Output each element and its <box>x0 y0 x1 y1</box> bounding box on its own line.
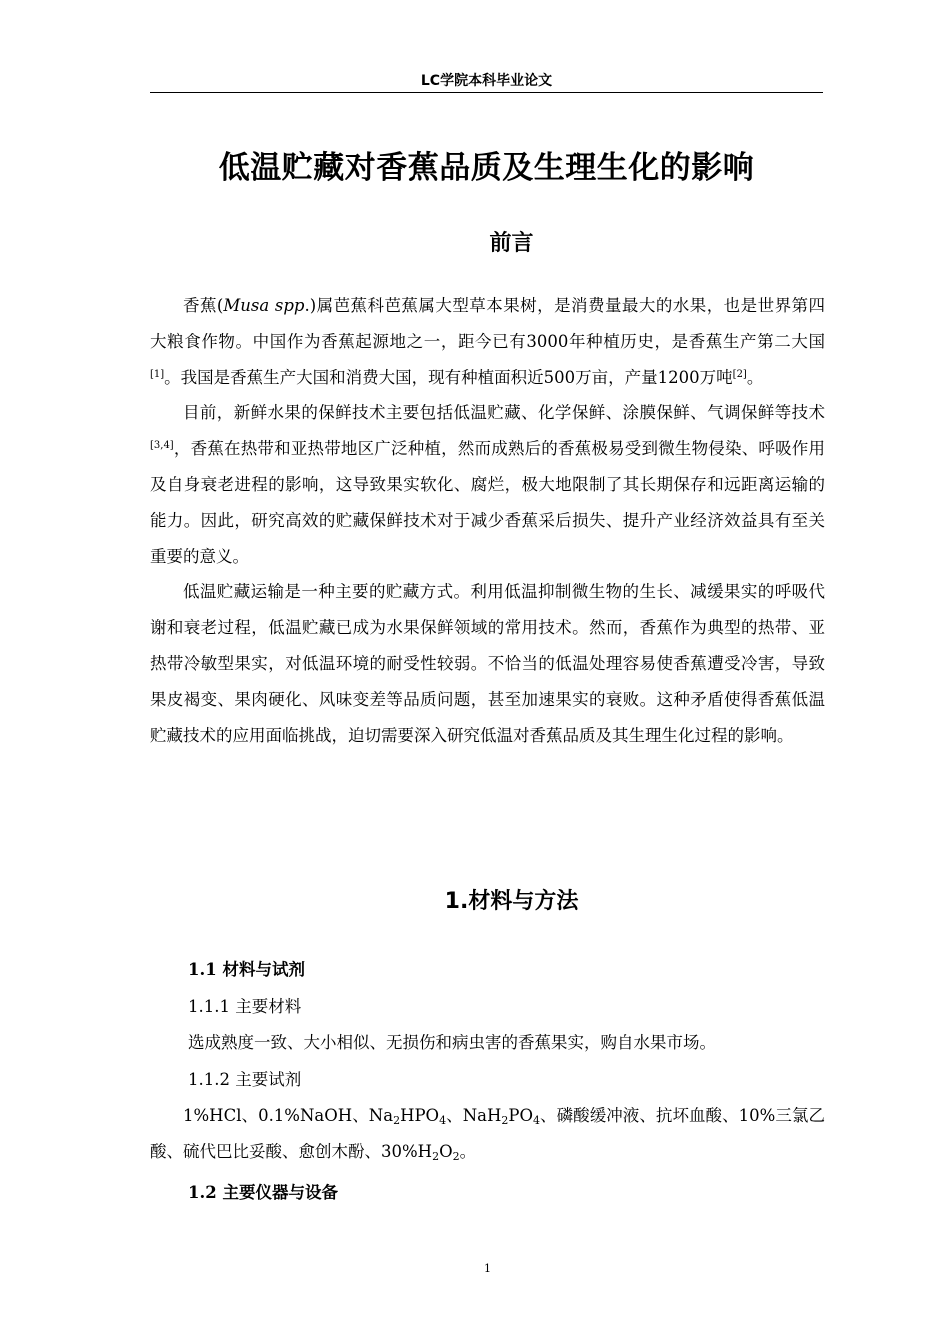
paper-title: 低温贮藏对香蕉品质及生理生化的影响 <box>218 150 755 186</box>
page-number: 1 <box>484 1262 491 1275</box>
reagents-text <box>150 1098 825 1170</box>
subsection-1-2-heading: 1.2 主要仪器与设备 <box>188 1183 338 1202</box>
preface-paragraph-3: 低温贮藏运输是一种主要的贮藏方式。利用低温抑制微生物的生长、减缓果实的呼吸代谢和衰老过程，低温贮藏已成为水果保鲜领域的常用技术。然而，香蕉作为典型的热带、亚热带冷敏型果实，对低温环境的耐受性较弱。不恰当的低温处理容易使香蕉遭受冷害，导致果皮褐变、果肉硬化、风味变差等品质问题，甚至加速果实的衰败。这种矛盾使得香蕉低温贮藏技术的应用面临挑战，迫切需要深入研究低温对香蕉品质及其生理生化过程的影响。 <box>150 582 825 745</box>
running-header: LC学院本科毕业论文 <box>420 73 553 89</box>
citation: [3,4] <box>150 440 174 452</box>
header-rule <box>150 92 823 93</box>
materials-text: 选成熟度一致、大小相似、无损伤和病虫害的香蕉果实，购自水果市场。 <box>188 1033 716 1052</box>
preface-paragraph-1: 香蕉(Musa spp.)属芭蕉科芭蕉属大型草本果树，是消费量最大的水果，也是世界第四大粮食作物。中国作为香蕉起源地之一，距今已有3000年种植历史，是香蕉生产第二大国[1]。我国是香蕉生产大国和消费大国，现有种植面积近500万亩，产量1200万吨[2]。 <box>150 296 825 387</box>
item-1-1-1-heading: 1.1.1 主要材料 <box>188 997 302 1016</box>
section-1-heading: 1.材料与方法 <box>444 889 579 914</box>
item-1-1-2-heading: 1.1.2 主要试剂 <box>188 1070 302 1089</box>
reagents-paragraph: 1%HCl、0.1%NaOH、$Na_2HPO_4$、$NaH_2PO_4$、磷酸缓冲液、抗坏血酸、10%三氯乙酸、硫代巴比妥酸、愈创木酚、$30\%H_2O_2$。 <box>150 1106 825 1163</box>
subsection-1-1-heading: 1.1 材料与试剂 <box>188 960 305 979</box>
preface-paragraph-2: 目前，新鲜水果的保鲜技术主要包括低温贮藏、化学保鲜、涂膜保鲜、气调保鲜等技术[3,4]，香蕉在热带和亚热带地区广泛种植，然而成熟后的香蕉极易受到微生物侵染、呼吸作用及自身衰老进程的影响，这导致果实软化、腐烂，极大地限制了其长期保存和远距离运输的能力。因此，研究高效的贮藏保鲜技术对于减少香蕉采后损失、提升产业经济效益具有至关重要的意义。 <box>150 403 825 566</box>
preface-heading: 前言 <box>489 231 534 256</box>
citation: [1] <box>150 368 165 380</box>
citation: [2] <box>732 368 747 380</box>
preface-body <box>150 288 825 753</box>
